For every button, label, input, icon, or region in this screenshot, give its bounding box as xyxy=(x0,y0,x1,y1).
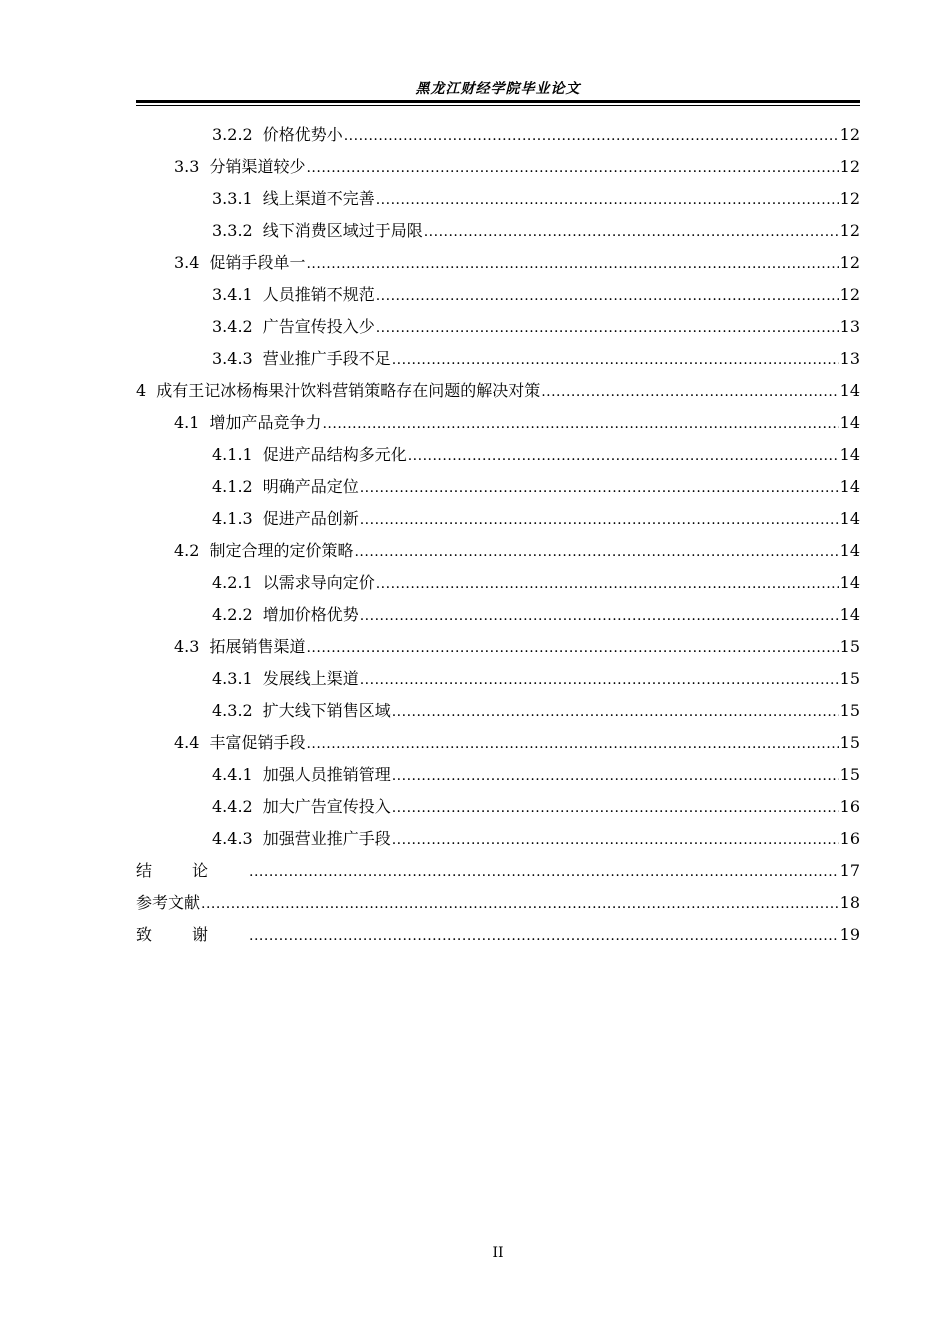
toc-dot-leader xyxy=(376,568,839,600)
toc-dot-leader xyxy=(306,728,838,760)
toc-entry-number: 3.4.2 xyxy=(212,317,253,336)
toc-entry-page: 14 xyxy=(839,413,860,432)
toc-dot-leader xyxy=(249,856,839,888)
toc-entry-page: 15 xyxy=(839,701,860,720)
toc-entry-title: 增加价格优势 xyxy=(262,605,359,624)
toc-entry-title: 线上渠道不完善 xyxy=(262,189,375,208)
toc-entry-title: 明确产品定位 xyxy=(262,477,359,496)
toc-entry-number: 4.2.1 xyxy=(212,573,253,592)
toc-entry-page: 13 xyxy=(839,349,860,368)
toc-entry-number: 4.3 xyxy=(174,637,200,656)
toc-dot-leader xyxy=(376,280,839,312)
toc-dot-leader xyxy=(360,600,839,632)
toc-dot-leader xyxy=(392,760,839,792)
toc-dot-leader xyxy=(306,248,838,280)
toc-entry-page: 15 xyxy=(839,669,860,688)
toc-entry-title: 分销渠道较少 xyxy=(209,157,306,176)
toc-entry-title: 促进产品结构多元化 xyxy=(262,445,407,464)
header-rule-thin xyxy=(136,105,860,106)
toc-entry-number: 4.1 xyxy=(174,413,200,432)
toc-entry-page: 14 xyxy=(839,445,860,464)
toc-entry-title: 加大广告宣传投入 xyxy=(262,797,391,816)
toc-entry[interactable] xyxy=(136,247,860,279)
toc-entry-number: 3.3 xyxy=(174,157,200,176)
toc-entry-title: 加强营业推广手段 xyxy=(262,829,391,848)
toc-entry-title: 以需求导向定价 xyxy=(262,573,375,592)
toc-entry[interactable] xyxy=(136,407,860,439)
toc-entry-title: 发展线上渠道 xyxy=(262,669,359,688)
toc-dot-leader xyxy=(392,824,839,856)
toc-dot-leader xyxy=(360,472,839,504)
toc-entry[interactable] xyxy=(136,215,860,247)
toc-entry-page: 13 xyxy=(839,317,860,336)
toc-entry[interactable] xyxy=(136,759,860,791)
toc-entry-number: 4.4.2 xyxy=(212,797,253,816)
toc-entry-title: 促进产品创新 xyxy=(262,509,359,528)
toc-entry[interactable] xyxy=(136,375,860,407)
toc-entry-title: 参考文献 xyxy=(136,893,201,912)
toc-dot-leader xyxy=(541,376,838,408)
toc-entry[interactable] xyxy=(136,439,860,471)
toc-entry[interactable] xyxy=(136,151,860,183)
page-header: 黑龙江财经学院毕业论文 xyxy=(415,81,581,97)
toc-entry-number: 3.3.1 xyxy=(212,189,253,208)
toc-entry-title: 人员推销不规范 xyxy=(262,285,375,304)
toc-entry-number: 3.3.2 xyxy=(212,221,253,240)
toc-dot-leader xyxy=(322,408,838,440)
toc-entry[interactable] xyxy=(136,535,860,567)
toc-entry-number: 3.4.3 xyxy=(212,349,253,368)
toc-entry-title: 致谢 xyxy=(136,925,249,944)
toc-entry-title: 增加产品竞争力 xyxy=(209,413,322,432)
toc-entry-number: 4 xyxy=(136,381,147,400)
toc-entry-number: 4.2.2 xyxy=(212,605,253,624)
toc-entry-title: 制定合理的定价策略 xyxy=(209,541,354,560)
toc-entry-page: 17 xyxy=(839,861,860,880)
toc-entry-number: 3.4 xyxy=(174,253,200,272)
toc-entry-number: 4.4.3 xyxy=(212,829,253,848)
toc-entry-page: 16 xyxy=(839,829,860,848)
toc-entry[interactable] xyxy=(136,887,860,919)
toc-entry-page: 15 xyxy=(839,733,860,752)
toc-entry[interactable] xyxy=(136,503,860,535)
toc-dot-leader xyxy=(392,344,839,376)
toc-entry[interactable] xyxy=(136,343,860,375)
toc-entry-page: 14 xyxy=(839,541,860,560)
toc-entry-number: 4.3.1 xyxy=(212,669,253,688)
toc-dot-leader xyxy=(306,152,838,184)
toc-entry[interactable] xyxy=(136,183,860,215)
toc-entry-number: 4.1.1 xyxy=(212,445,253,464)
toc-entry[interactable] xyxy=(136,471,860,503)
toc-entry[interactable] xyxy=(136,119,860,151)
toc-dot-leader xyxy=(376,312,839,344)
toc-entry-number: 4.4.1 xyxy=(212,765,253,784)
toc-entry-title: 结论 xyxy=(136,861,249,880)
toc-entry-title: 成有王记冰杨梅果汁饮料营销策略存在问题的解决对策 xyxy=(156,381,541,400)
toc-entry-page: 18 xyxy=(839,893,860,912)
toc-entry-page: 14 xyxy=(839,509,860,528)
toc-entry-page: 14 xyxy=(839,381,860,400)
toc-entry-title: 加强人员推销管理 xyxy=(262,765,391,784)
toc-entry-page: 12 xyxy=(839,157,860,176)
toc-entry[interactable] xyxy=(136,727,860,759)
toc-entry[interactable] xyxy=(136,279,860,311)
toc-entry[interactable] xyxy=(136,631,860,663)
toc-entry-page: 12 xyxy=(839,285,860,304)
toc-entry-page: 19 xyxy=(839,925,860,944)
toc-dot-leader xyxy=(360,504,839,536)
toc-dot-leader xyxy=(354,536,838,568)
toc-entry[interactable] xyxy=(136,823,860,855)
toc-entry[interactable] xyxy=(136,855,860,887)
page-number: II xyxy=(492,1245,504,1261)
toc-entry-page: 14 xyxy=(839,605,860,624)
toc-entry-page: 16 xyxy=(839,797,860,816)
toc-entry[interactable] xyxy=(136,599,860,631)
toc-entry-title: 扩大线下销售区域 xyxy=(262,701,391,720)
toc-dot-leader xyxy=(344,120,839,152)
toc-entry-number: 4.1.2 xyxy=(212,477,253,496)
toc-entry[interactable] xyxy=(136,567,860,599)
toc-entry-page: 12 xyxy=(839,125,860,144)
toc-dot-leader xyxy=(360,664,839,696)
toc-dot-leader xyxy=(424,216,839,248)
table-of-contents xyxy=(136,119,860,951)
toc-entry-page: 12 xyxy=(839,253,860,272)
toc-entry-number: 3.4.1 xyxy=(212,285,253,304)
header-rule-thick xyxy=(136,100,860,103)
toc-dot-leader xyxy=(392,792,839,824)
toc-dot-leader xyxy=(249,920,839,952)
toc-entry[interactable] xyxy=(136,791,860,823)
toc-entry-number: 4.2 xyxy=(174,541,200,560)
toc-entry[interactable] xyxy=(136,695,860,727)
toc-entry-title: 价格优势小 xyxy=(262,125,343,144)
toc-dot-leader xyxy=(201,888,839,920)
toc-entry-number: 3.2.2 xyxy=(212,125,253,144)
toc-entry-number: 4.4 xyxy=(174,733,200,752)
toc-entry-page: 14 xyxy=(839,477,860,496)
toc-entry-page: 14 xyxy=(839,573,860,592)
toc-entry-page: 12 xyxy=(839,189,860,208)
toc-entry-title: 营业推广手段不足 xyxy=(262,349,391,368)
toc-entry[interactable] xyxy=(136,919,860,951)
toc-entry[interactable] xyxy=(136,311,860,343)
toc-dot-leader xyxy=(376,184,839,216)
toc-entry-page: 15 xyxy=(839,637,860,656)
toc-dot-leader xyxy=(392,696,839,728)
toc-entry-page: 15 xyxy=(839,765,860,784)
toc-dot-leader xyxy=(408,440,839,472)
toc-entry-page: 12 xyxy=(839,221,860,240)
toc-entry-title: 广告宣传投入少 xyxy=(262,317,375,336)
toc-entry-number: 4.3.2 xyxy=(212,701,253,720)
toc-entry-title: 促销手段单一 xyxy=(209,253,306,272)
toc-entry-title: 拓展销售渠道 xyxy=(209,637,306,656)
toc-entry[interactable] xyxy=(136,663,860,695)
toc-entry-title: 线下消费区域过于局限 xyxy=(262,221,423,240)
toc-entry-title: 丰富促销手段 xyxy=(209,733,306,752)
toc-dot-leader xyxy=(306,632,838,664)
toc-entry-number: 4.1.3 xyxy=(212,509,253,528)
